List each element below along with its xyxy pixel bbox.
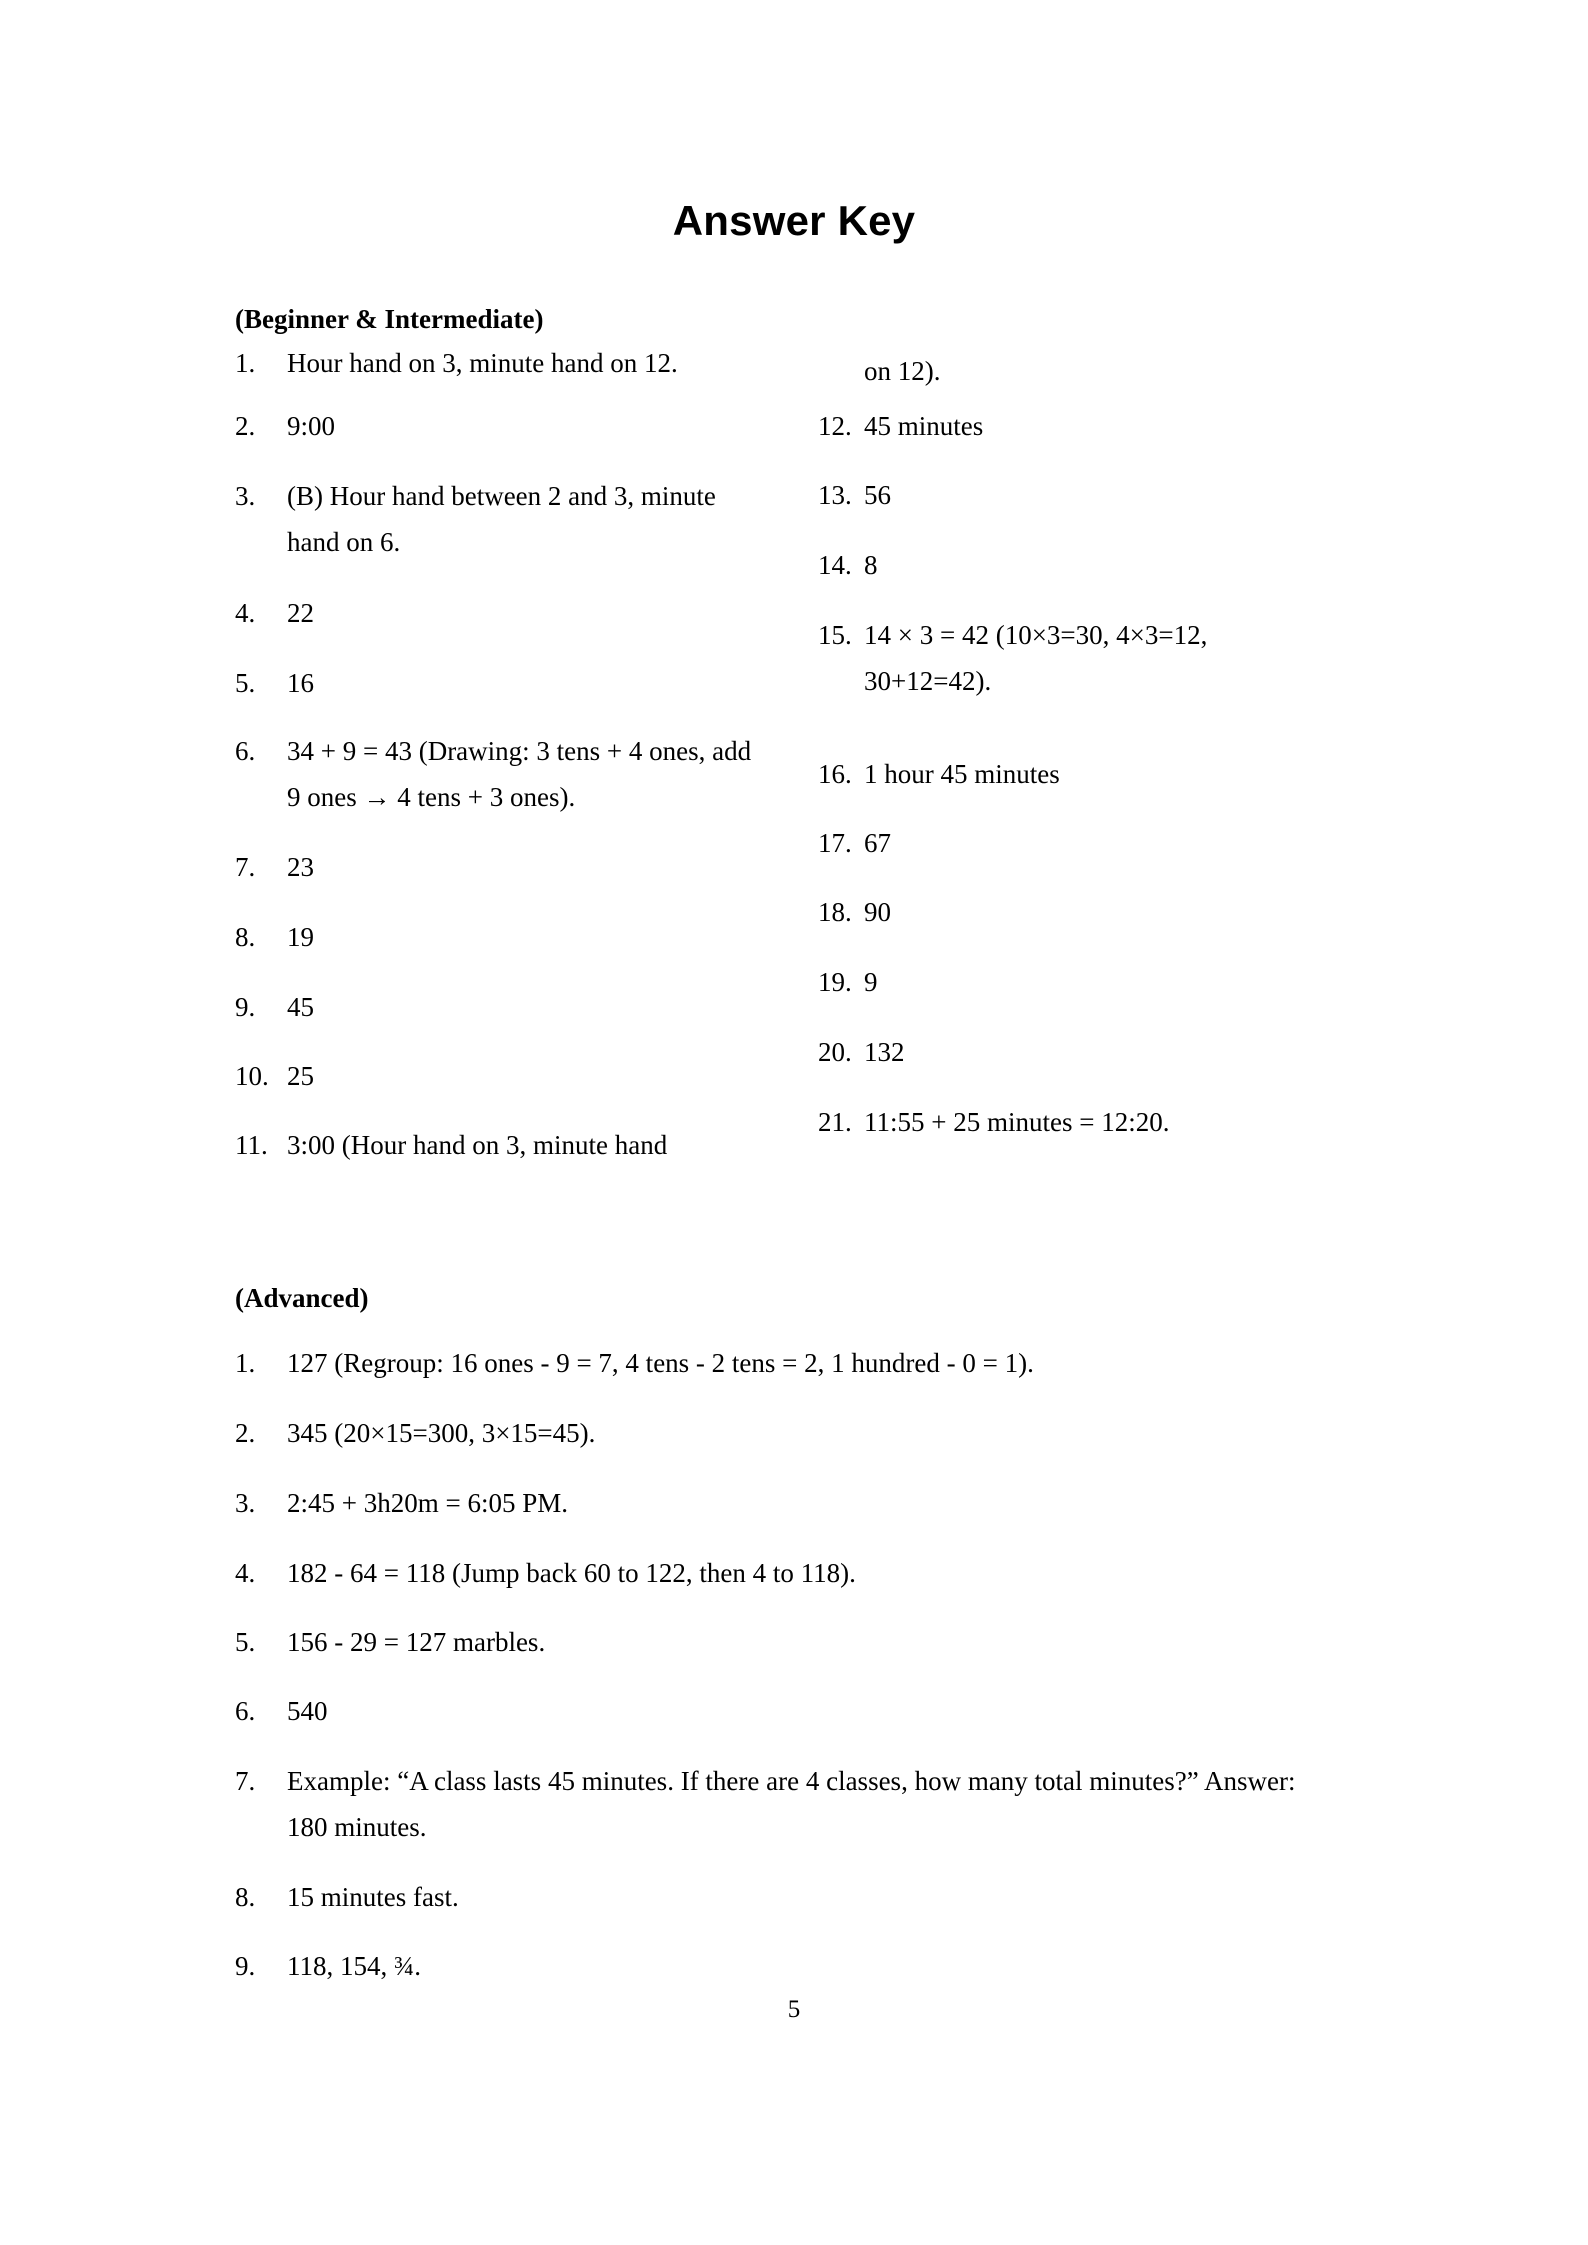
answer-item bbox=[818, 1029, 1288, 1075]
item-text: (B) Hour hand between 2 and 3, minute hand on 6. bbox=[287, 481, 716, 557]
item-text: 118, 154, ¾. bbox=[287, 1951, 421, 1981]
item-number: 12. bbox=[818, 411, 852, 441]
answer-item bbox=[818, 542, 1288, 588]
item-number: 20. bbox=[818, 1037, 852, 1067]
answer-item bbox=[235, 403, 755, 449]
answer-item bbox=[235, 1758, 1335, 1850]
item-text: 23 bbox=[287, 852, 314, 882]
answer-item bbox=[235, 1053, 755, 1099]
item-text: 45 bbox=[287, 992, 314, 1022]
item-number: 2. bbox=[235, 411, 256, 441]
item-text: 34 + 9 = 43 (Drawing: 3 tens + 4 ones, add 9 ones → 4 tens + 3 ones). bbox=[287, 736, 752, 812]
item-text: 132 bbox=[864, 1037, 905, 1067]
answer-item bbox=[235, 1410, 1335, 1456]
item-number: 4. bbox=[235, 598, 256, 628]
answer-item bbox=[235, 1480, 1335, 1526]
answer-item bbox=[235, 844, 755, 890]
item-text: Hour hand on 3, minute hand on 12. bbox=[287, 348, 678, 378]
answer-item bbox=[235, 1688, 1335, 1734]
item-number: 17. bbox=[818, 828, 852, 858]
item-number: 5. bbox=[235, 1627, 256, 1657]
item-text: 15 minutes fast. bbox=[287, 1882, 459, 1912]
section-heading-beginner-intermediate: (Beginner & Intermediate) bbox=[235, 304, 544, 334]
item-number: 1. bbox=[235, 348, 256, 378]
answer-item bbox=[818, 889, 1288, 935]
item-text: 22 bbox=[287, 598, 314, 628]
item-text: 345 (20×15=300, 3×15=45). bbox=[287, 1418, 596, 1448]
answer-item bbox=[235, 590, 755, 636]
page-title: Answer Key bbox=[672, 197, 916, 244]
item-number: 19. bbox=[818, 967, 852, 997]
item-number: 8. bbox=[235, 1882, 256, 1912]
answer-item bbox=[235, 1340, 1335, 1386]
item-text: 56 bbox=[864, 480, 891, 510]
item-text: 182 - 64 = 118 (Jump back 60 to 122, then 4 to 118). bbox=[287, 1558, 856, 1588]
item-text: 90 bbox=[864, 897, 891, 927]
item-text: 9 bbox=[864, 967, 878, 997]
item-number: 9. bbox=[235, 1951, 256, 1981]
item-number: 7. bbox=[235, 852, 256, 882]
item-number: 13. bbox=[818, 480, 852, 510]
item-number: 2. bbox=[235, 1418, 256, 1448]
item-number: 7. bbox=[235, 1766, 256, 1796]
item-number: 15. bbox=[818, 620, 852, 650]
item-continuation-text: on 12). bbox=[864, 356, 941, 386]
answer-item bbox=[235, 1874, 1335, 1920]
answer-item bbox=[235, 340, 755, 386]
answer-item bbox=[818, 403, 1288, 449]
answer-item bbox=[235, 728, 755, 820]
answer-item bbox=[235, 984, 755, 1030]
item-text: 16 bbox=[287, 668, 314, 698]
item-number: 4. bbox=[235, 1558, 256, 1588]
item-text: 14 × 3 = 42 (10×3=30, 4×3=12, 30+12=42). bbox=[864, 620, 1208, 696]
item-text: 1 hour 45 minutes bbox=[864, 759, 1060, 789]
item-number: 6. bbox=[235, 1696, 256, 1726]
answer-item bbox=[235, 473, 755, 565]
item-text: 19 bbox=[287, 922, 314, 952]
answer-item bbox=[235, 1943, 1335, 1989]
item-text: 9:00 bbox=[287, 411, 336, 441]
item-number: 5. bbox=[235, 668, 256, 698]
item-text: 11:55 + 25 minutes = 12:20. bbox=[864, 1107, 1170, 1137]
answer-item bbox=[818, 1099, 1288, 1145]
answer-item bbox=[235, 660, 755, 706]
answer-item bbox=[818, 472, 1288, 518]
answer-item bbox=[235, 1550, 1335, 1596]
answer-item bbox=[818, 959, 1288, 1005]
item-text: 156 - 29 = 127 marbles. bbox=[287, 1627, 546, 1657]
item-number: 21. bbox=[818, 1107, 852, 1137]
item-text: 25 bbox=[287, 1061, 314, 1091]
item-number: 16. bbox=[818, 759, 852, 789]
answer-item bbox=[818, 820, 1288, 866]
answer-item bbox=[818, 751, 1288, 797]
answer-item bbox=[235, 914, 755, 960]
item-text: 45 minutes bbox=[864, 411, 984, 441]
item-text: 127 (Regroup: 16 ones - 9 = 7, 4 tens - 2 tens = 2, 1 hundred - 0 = 1). bbox=[287, 1348, 1034, 1378]
item-text: 3:00 (Hour hand on 3, minute hand bbox=[287, 1130, 668, 1160]
item-text: 8 bbox=[864, 550, 878, 580]
item-number: 9. bbox=[235, 992, 256, 1022]
item-text: Example: “A class lasts 45 minutes. If there are 4 classes, how many total minutes?” Answer: 180 minutes. bbox=[287, 1766, 1296, 1842]
item-number: 18. bbox=[818, 897, 852, 927]
item-number: 8. bbox=[235, 922, 256, 952]
item-text: 540 bbox=[287, 1696, 328, 1726]
answer-item bbox=[235, 1122, 755, 1168]
item-number: 10. bbox=[235, 1061, 269, 1091]
item-number: 3. bbox=[235, 1488, 256, 1518]
item-number: 6. bbox=[235, 736, 256, 766]
answer-item bbox=[235, 1619, 1335, 1665]
item-text: 2:45 + 3h20m = 6:05 PM. bbox=[287, 1488, 568, 1518]
item-text: 67 bbox=[864, 828, 891, 858]
answer-item bbox=[818, 612, 1288, 704]
item-number: 11. bbox=[235, 1130, 268, 1160]
item-number: 14. bbox=[818, 550, 852, 580]
item-number: 3. bbox=[235, 481, 256, 511]
item-number: 1. bbox=[235, 1348, 256, 1378]
page-number: 5 bbox=[787, 1996, 801, 2023]
section-heading-advanced: (Advanced) bbox=[235, 1283, 369, 1313]
